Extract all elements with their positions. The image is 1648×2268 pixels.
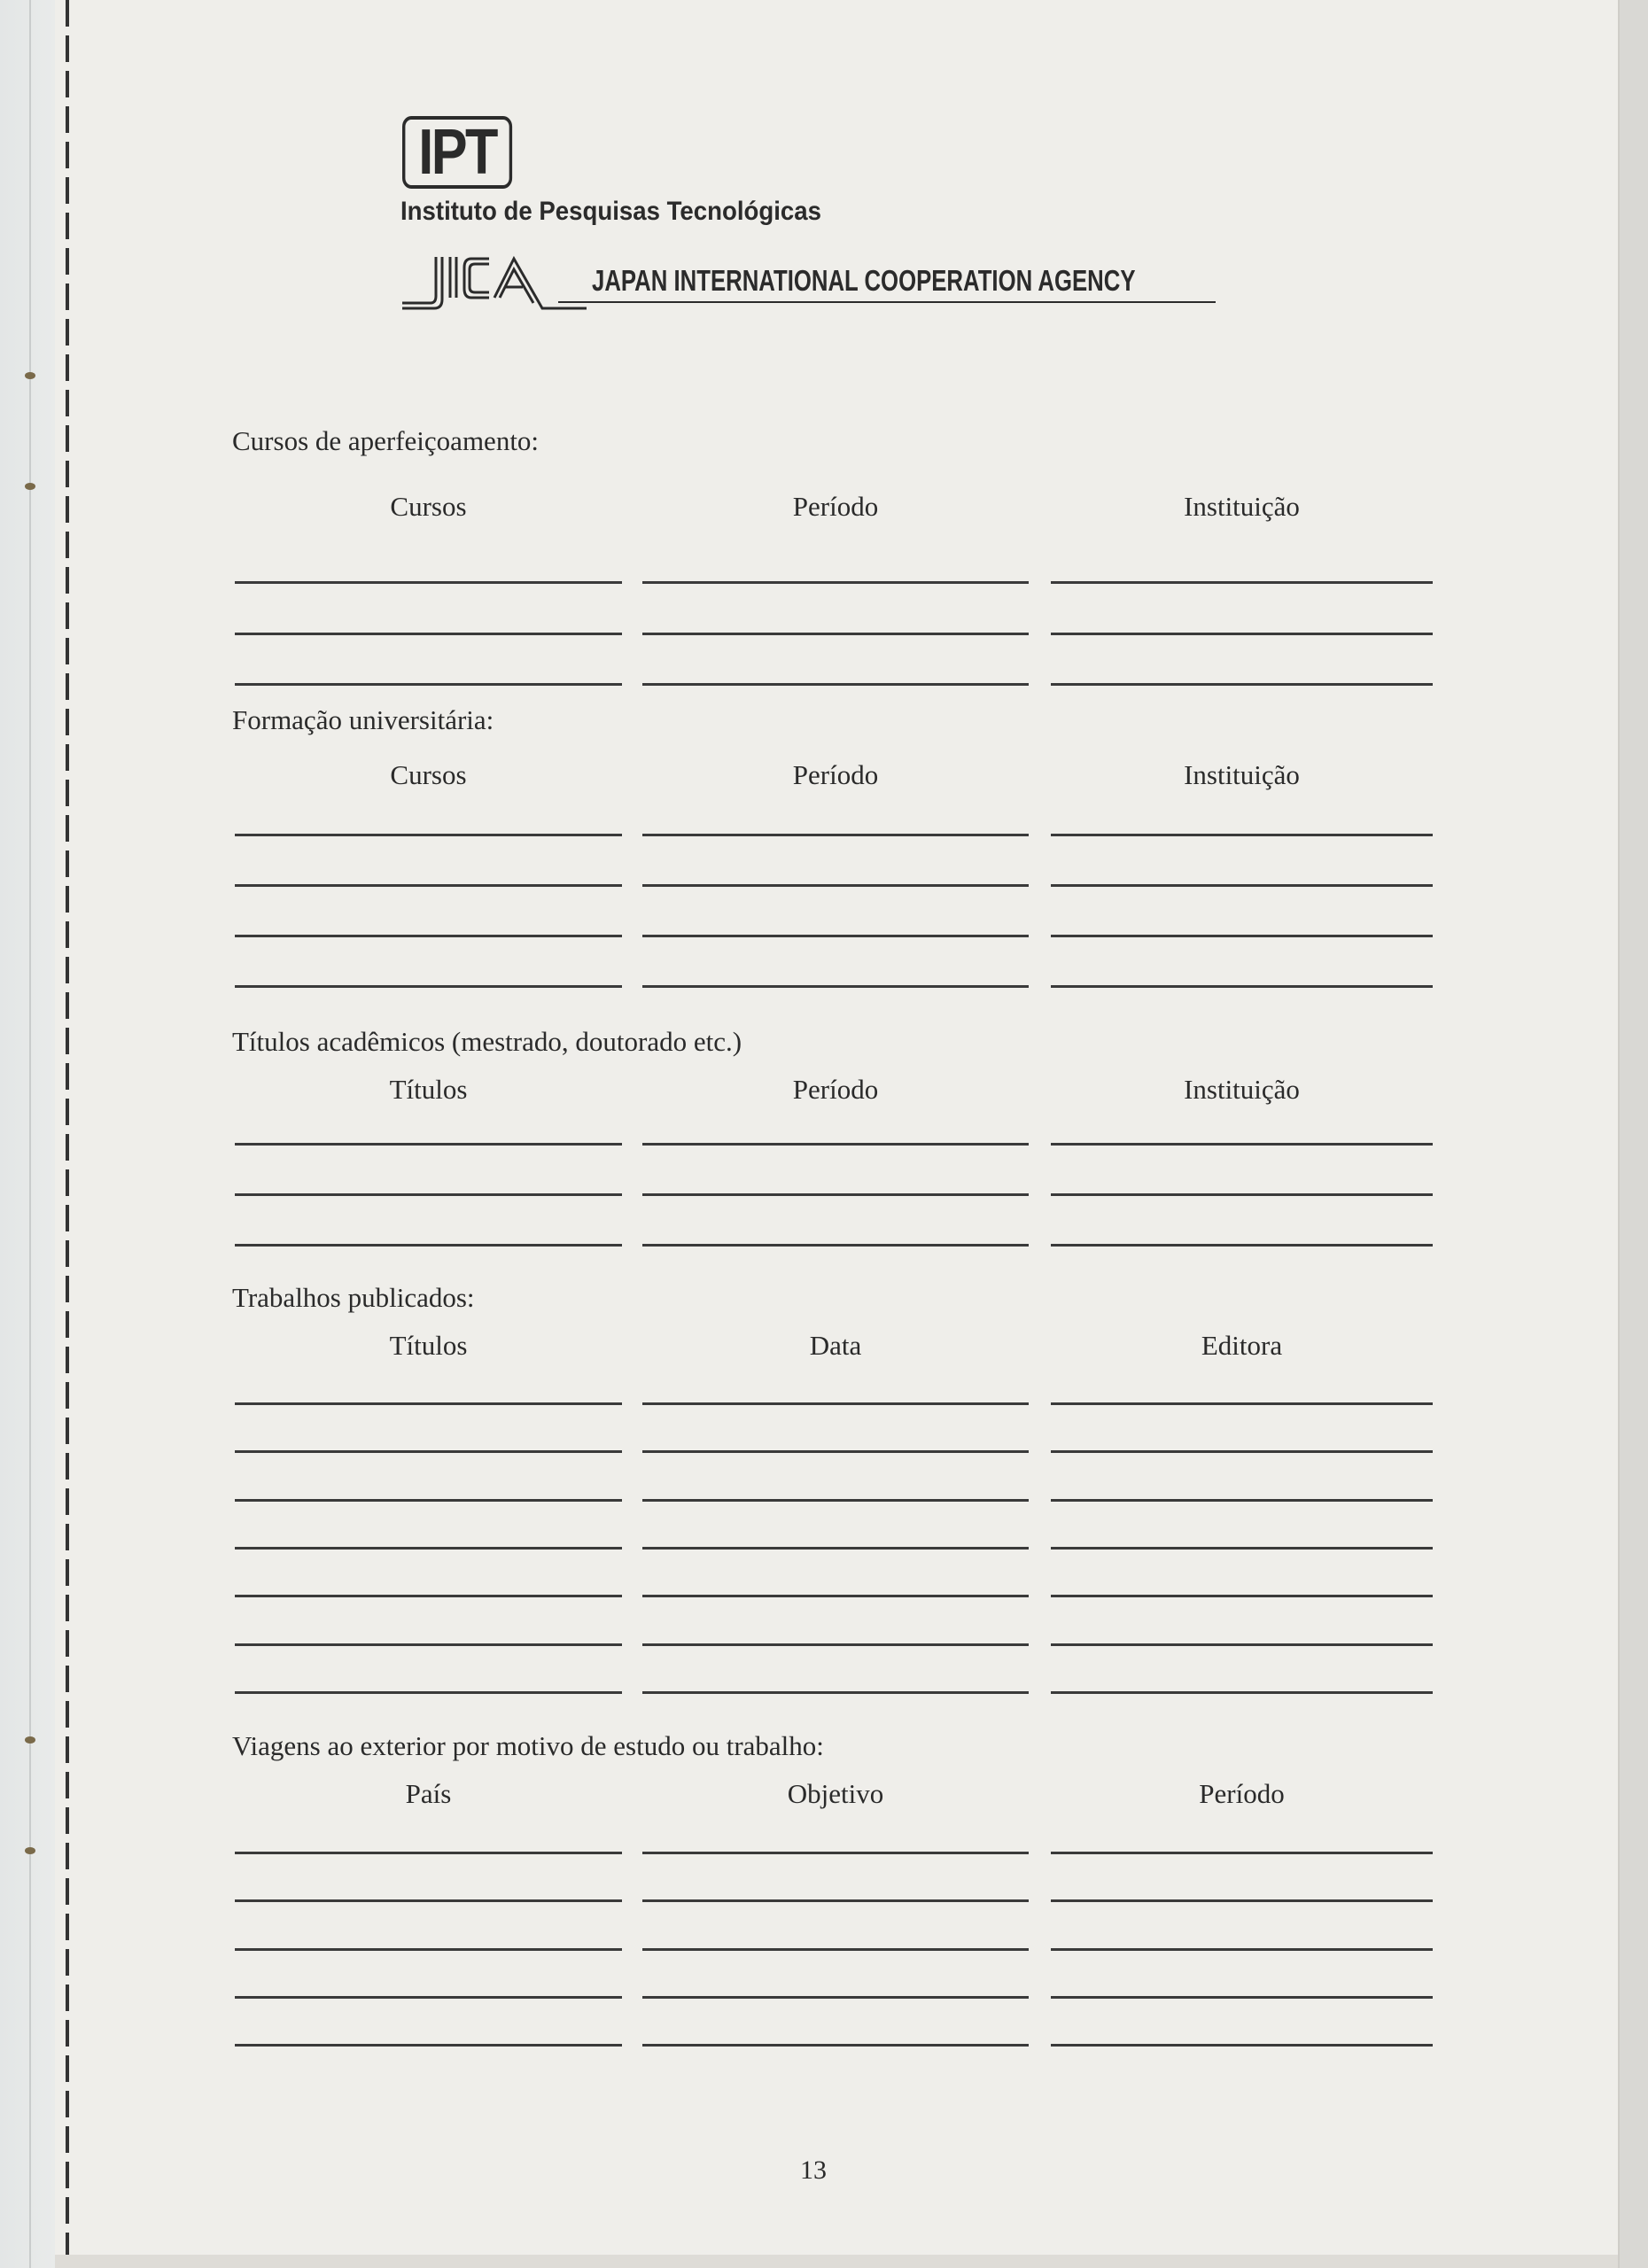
fill-in-line[interactable] (235, 633, 622, 635)
page-edge (1618, 0, 1648, 2268)
fill-in-line[interactable] (235, 1499, 622, 1502)
section-title: Cursos de aperfeiçoamento: (232, 425, 540, 456)
staple (25, 483, 35, 490)
fill-in-line[interactable] (235, 1143, 622, 1146)
fill-in-line[interactable] (1051, 1996, 1433, 1999)
fill-in-line[interactable] (1051, 1948, 1433, 1951)
page-edge-bottom (55, 2255, 1618, 2268)
fill-in-line[interactable] (235, 834, 622, 836)
fill-in-line[interactable] (642, 1402, 1029, 1405)
fill-in-line[interactable] (642, 985, 1029, 988)
fill-in-line[interactable] (235, 1852, 622, 1854)
fill-in-line[interactable] (1051, 1899, 1433, 1902)
column-header: Data (809, 1330, 862, 1361)
fill-in-line[interactable] (642, 1499, 1029, 1502)
fill-in-line[interactable] (642, 1996, 1029, 1999)
fill-in-line[interactable] (1051, 1547, 1433, 1550)
fill-in-line[interactable] (642, 683, 1029, 686)
fill-in-line[interactable] (1051, 581, 1433, 584)
fill-in-line[interactable] (1051, 683, 1433, 686)
column-header: Período (792, 759, 879, 790)
ipt-logo: IPT (402, 116, 512, 189)
fill-in-line[interactable] (642, 1899, 1029, 1902)
fill-in-line[interactable] (1051, 633, 1433, 635)
jica-name: JAPAN INTERNATIONAL COOPERATION AGENCY (592, 264, 1136, 297)
section-title: Formação universitária: (232, 704, 494, 735)
fill-in-line[interactable] (1051, 1402, 1433, 1405)
fill-in-line[interactable] (1051, 1852, 1433, 1854)
fill-in-line[interactable] (1051, 1691, 1433, 1694)
column-header: Instituição (1184, 1074, 1300, 1105)
fill-in-line[interactable] (1051, 834, 1433, 836)
fill-in-line[interactable] (1051, 1499, 1433, 1502)
ipt-name: Instituto de Pesquisas Tecnológicas (400, 197, 821, 226)
fill-in-line[interactable] (1051, 1595, 1433, 1597)
fill-in-line[interactable] (1051, 2044, 1433, 2047)
fill-in-line[interactable] (235, 1244, 622, 1247)
fill-in-line[interactable] (1051, 935, 1433, 937)
fill-in-line[interactable] (235, 1996, 622, 1999)
fill-in-line[interactable] (642, 1595, 1029, 1597)
fill-in-line[interactable] (1051, 1643, 1433, 1646)
fill-in-line[interactable] (235, 2044, 622, 2047)
fill-in-line[interactable] (642, 935, 1029, 937)
column-header: Títulos (389, 1074, 468, 1105)
fill-in-line[interactable] (1051, 985, 1433, 988)
section-title: Viagens ao exterior por motivo de estudo ou trabalho: (232, 1730, 824, 1761)
fill-in-line[interactable] (1051, 1244, 1433, 1247)
fill-in-line[interactable] (642, 1691, 1029, 1694)
fill-in-line[interactable] (235, 1691, 622, 1694)
fill-in-line[interactable] (235, 935, 622, 937)
fill-in-line[interactable] (642, 1143, 1029, 1146)
fill-in-line[interactable] (642, 1244, 1029, 1247)
column-header: Instituição (1184, 759, 1300, 790)
staple (25, 1736, 35, 1744)
staple (25, 372, 35, 379)
fill-in-line[interactable] (235, 1450, 622, 1453)
fill-in-line[interactable] (235, 884, 622, 887)
fill-in-line[interactable] (1051, 1143, 1433, 1146)
binding-gutter (0, 0, 55, 2268)
fill-in-line[interactable] (235, 1643, 622, 1646)
fill-in-line[interactable] (1051, 1450, 1433, 1453)
staple (25, 1847, 35, 1854)
column-header: Cursos (390, 759, 467, 790)
fill-in-line[interactable] (642, 1948, 1029, 1951)
column-header: Período (792, 491, 879, 522)
fill-in-line[interactable] (235, 985, 622, 988)
fill-in-line[interactable] (235, 1402, 622, 1405)
cut-line (66, 0, 69, 2268)
column-header: Editora (1201, 1330, 1283, 1361)
column-header: País (405, 1778, 452, 1809)
letterhead-rule (558, 301, 1216, 303)
fill-in-line[interactable] (235, 1595, 622, 1597)
column-header: Período (792, 1074, 879, 1105)
fill-in-line[interactable] (642, 884, 1029, 887)
binding-thread (29, 0, 31, 2268)
page-number: 13 (800, 2155, 827, 2185)
column-header: Objetivo (787, 1778, 884, 1809)
column-header: Instituição (1184, 491, 1300, 522)
fill-in-line[interactable] (235, 581, 622, 584)
fill-in-line[interactable] (1051, 1193, 1433, 1196)
section-title: Trabalhos publicados: (232, 1282, 475, 1313)
fill-in-line[interactable] (642, 834, 1029, 836)
column-header: Período (1199, 1778, 1285, 1809)
fill-in-line[interactable] (235, 1948, 622, 1951)
column-header: Cursos (390, 491, 467, 522)
fill-in-line[interactable] (642, 1193, 1029, 1196)
fill-in-line[interactable] (1051, 884, 1433, 887)
fill-in-line[interactable] (642, 2044, 1029, 2047)
fill-in-line[interactable] (642, 1852, 1029, 1854)
fill-in-line[interactable] (642, 633, 1029, 635)
fill-in-line[interactable] (642, 1547, 1029, 1550)
fill-in-line[interactable] (235, 1193, 622, 1196)
fill-in-line[interactable] (235, 683, 622, 686)
fill-in-line[interactable] (235, 1547, 622, 1550)
fill-in-line[interactable] (642, 581, 1029, 584)
fill-in-line[interactable] (235, 1899, 622, 1902)
fill-in-line[interactable] (642, 1450, 1029, 1453)
fill-in-line[interactable] (642, 1643, 1029, 1646)
section-title: Títulos acadêmicos (mestrado, doutorado etc.) (232, 1026, 742, 1057)
column-header: Títulos (389, 1330, 468, 1361)
